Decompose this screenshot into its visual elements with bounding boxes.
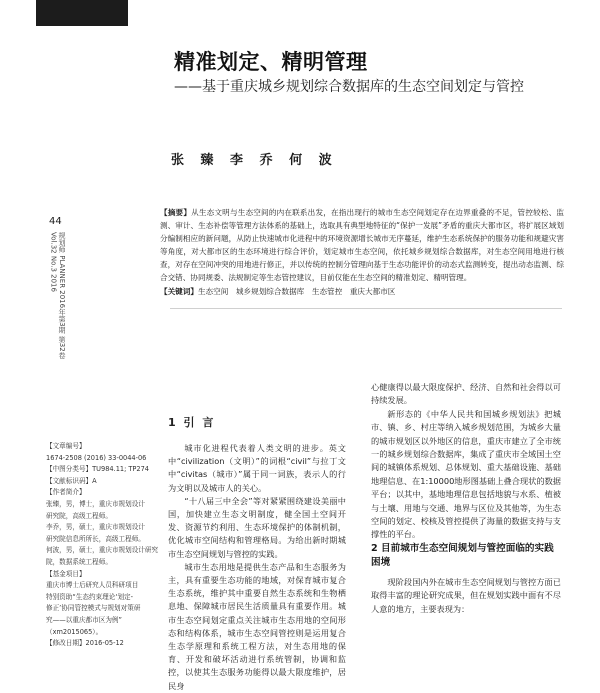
keywords-line	[160, 285, 564, 298]
article-title: 精准划定、精明管理	[174, 50, 368, 74]
meta-line: 张臻，男，博士，重庆市规划设计	[46, 499, 145, 508]
abstract-text: 从生态文明与生态空间的内在联系出发，在指出现行的城市生态空间划定存在边界重叠的不足，管控较松、监测、审计、生态补偿等管理方法体系的基础上，选取具有典型地特征的“保护一发展”矛盾的重庆大都市区，将扩展区域划分编制相应的新问题，从防止快速城市化进程中的环境资源增长城市无序蔓延，维护生态系统保护的服务功能和规避灾害等角度，对大都市区的生态环境进行综合评价，划定城市生态空间，依托城乡规划综合数据库，对生态空间用地进行核查，对存在空间冲突的用地进行修正，并以传统的控制分管理向基于生态功能评价的动态式监测转变，提出动态监测、综合交错、协同规委、法规制定等生态管控建议，目前仅能在生态空间的精准划定、精明管理。	[160, 208, 564, 282]
right-column-body	[371, 381, 561, 542]
intro-paragraph: “十八届三中全会”等对紧紧围绕建设美丽中国，加快建立生态文明制度，健全国土空间开发、资源节约利用、生态环境保护的体制机制，优化城市空间结构和管理格局。为给出新时期城市生态空间规划与管控的实践。	[168, 495, 346, 559]
intro-heading-number: 1	[168, 416, 178, 429]
section2-body	[371, 576, 561, 616]
abstract-label: 【摘要】	[160, 208, 192, 217]
keywords-text: 生态空间 城乡规划综合数据库 生态管控 重庆大都市区	[197, 287, 396, 296]
meta-line: （xm2015065）。	[46, 627, 103, 636]
meta-line: 李乔，男，硕士，重庆市规划设计	[46, 523, 145, 532]
authors: 张 臻 李 乔 何 波	[171, 153, 338, 168]
continuation-text: 心健康得以最大限度保护、经济、自然和社会得以可持续发展。	[371, 382, 561, 406]
section2-heading-text: 目前城市生态空间规划与管控面临的实践困境	[371, 543, 554, 568]
section-divider	[170, 308, 562, 309]
meta-line: 修正’协同管控模式与规划对策研	[46, 604, 141, 613]
article-metadata	[46, 441, 158, 650]
meta-line: 【文献标识码】A	[46, 476, 97, 485]
meta-line: 1674-2508 (2016) 33-0044-06	[46, 453, 147, 462]
intro-paragraph: 城市生态用地是提供生态产品和生态服务为主，具有重要生态功能的地域，对保育城市复合生态系统，维护其中重要自然生态系统和生物栖息地、保障城市居民生活质量具有重要作用。城市生态空间划定重点关注城市生态用地的空间形态和结构体系，城市生态空间管控则是运用复合生态学原理和系统工程方法，对生态用地的保育、开发和破坏活动进行系统管制，协调和监控，以使其生态服务功能得以最大限度维护，居民身	[168, 561, 346, 691]
section2-heading-number: 2	[371, 543, 378, 554]
meta-line: 何波，男，硕士，重庆市规划设计研究	[46, 546, 158, 555]
meta-line: 【修改日期】2016-05-12	[46, 639, 124, 648]
intro-paragraph: 城市化进程代表着人类文明的进步。英文中“civilization（文明）”的词根“civil”与拉丁文中“civitas（城市）”属于同一词族，表示人的行为文明以及城市人的关心。	[168, 443, 346, 493]
meta-line: 究——以重庆都市区为例”	[46, 615, 122, 624]
keywords-label: 【关键词】	[160, 287, 198, 296]
section2-paragraph: 现阶段国内外在城市生态空间规划与管控方面已取得丰富的理论研究成果，但在规划实践中面有不尽人意的地方，主要表现为：	[371, 577, 561, 614]
meta-line: 【文章编号】	[46, 442, 86, 450]
meta-line: 重庆市博士后研究人员科研项目	[46, 581, 139, 590]
abstract	[160, 206, 564, 298]
meta-line: 研究院，高级工程师。	[46, 511, 112, 520]
meta-line: 院，数据系统工程师。	[46, 557, 112, 566]
intro-heading	[168, 416, 346, 429]
meta-line: 特别资助“生态约束理论‘划定-	[46, 592, 134, 601]
meta-line: 【基金项目】	[46, 569, 86, 578]
header-corner-block	[36, 0, 128, 26]
meta-line: 【中图分类号】TU984.11; TP274	[46, 465, 149, 474]
intro-heading-text: 引 言	[183, 416, 216, 429]
article-subtitle: ——基于重庆城乡规划综合数据库的生态空间划定与管控	[174, 79, 524, 95]
meta-line: 研究院信息所所长，高级工程师。	[46, 534, 145, 543]
right-paragraph: 新形态的《中华人民共和国城乡规划法》把城市、镇、乡、村庄等纳入城乡规划范围，为城乡大量的城市规划区以外地区的信息，重庆市建立了全市统一的城乡规划综合数据库，集成了重庆市全域国土空间的城镇体系规划、总体规划、重大基础设施、基础地理信息、在1:10000地形图基础上叠合现状的数据平台；以其中，基地地理信息包括地貌与水系、植被与土壤、用地与交通、地界与区位及其他等，为生态空间的划定、校核及管控提供了海量的数据支持与支撑性的平台。	[371, 408, 561, 540]
journal-vertical-label: 规划师 PLANNER 2016年第3期 第32卷 Vol.32 No.3 2016	[49, 232, 66, 359]
intro-body	[168, 442, 346, 693]
section2-heading	[371, 542, 561, 570]
meta-line: 【作者简介】	[46, 488, 86, 497]
page-number: 44	[49, 216, 62, 227]
